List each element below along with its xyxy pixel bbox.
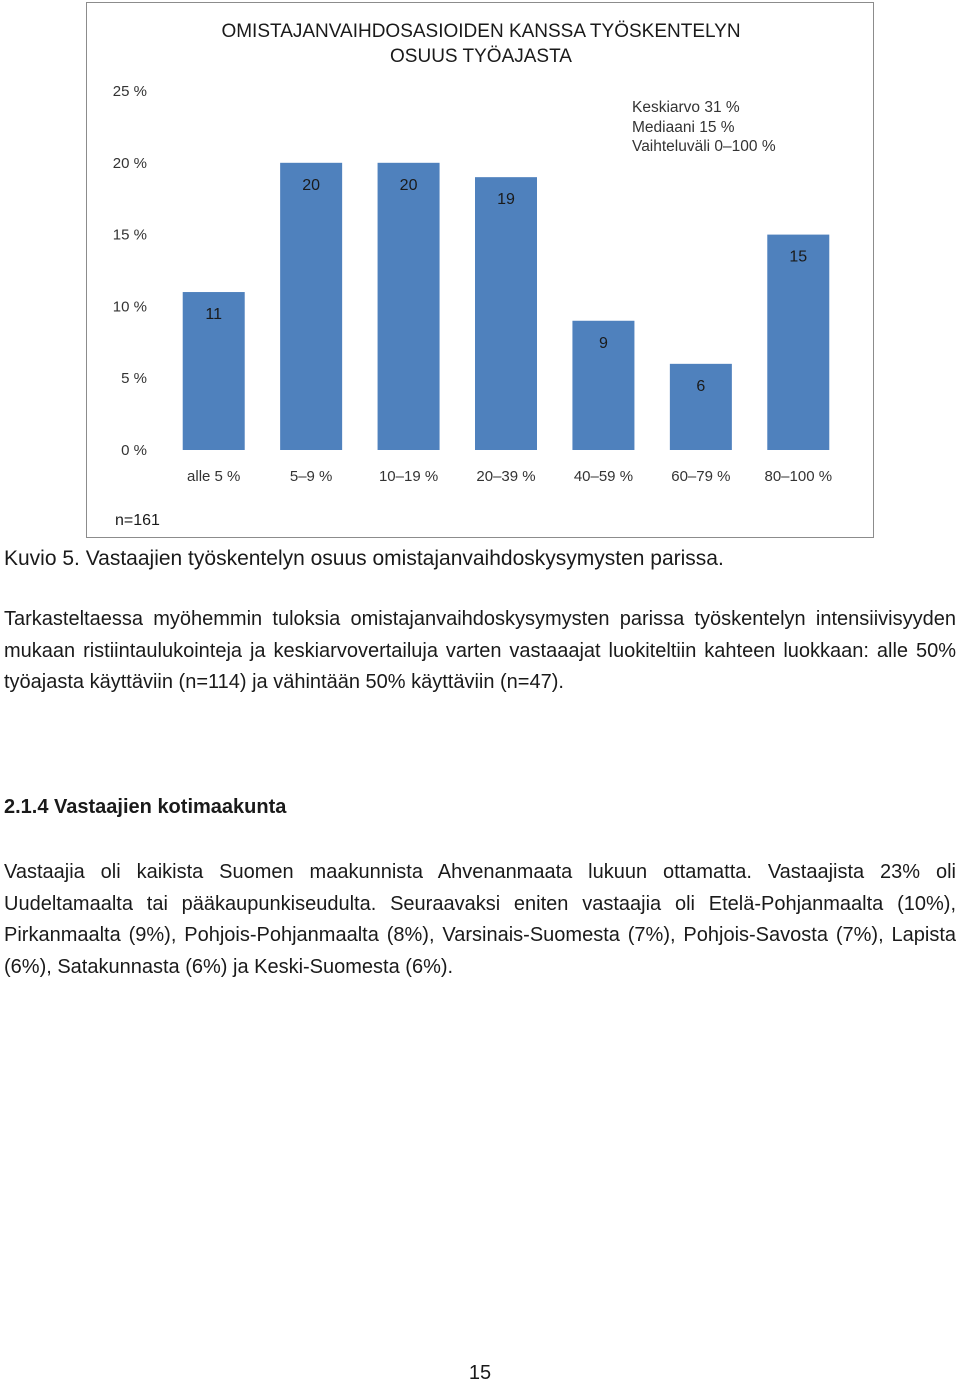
bar: [475, 177, 537, 450]
data-label: 15: [789, 248, 808, 266]
x-tick-label: 20–39 %: [476, 468, 536, 485]
y-tick-label: 25 %: [112, 83, 147, 100]
figure-caption: Kuvio 5. Vastaajien työskentelyn osuus omistajanvaihdoskysymysten parissa.: [4, 547, 724, 570]
data-label: 6: [696, 377, 706, 395]
y-tick-label: 15 %: [112, 226, 147, 244]
data-label: 20: [399, 176, 418, 194]
x-tick-label: 80–100 %: [764, 468, 833, 485]
data-label: 9: [598, 334, 608, 352]
x-tick-label: 40–59 %: [573, 468, 634, 485]
data-label: 20: [302, 176, 321, 194]
x-tick-label: 5–9 %: [289, 468, 333, 485]
page-number: 15: [468, 1362, 492, 1384]
y-tick-label: 20 %: [112, 154, 147, 172]
stat-mean: Keskiarvo 31 %: [632, 99, 740, 116]
y-tick-label: 5 %: [121, 370, 147, 388]
bar: [670, 364, 732, 450]
stat-range: Vaihteluväli 0–100 %: [632, 138, 776, 155]
section-heading: 2.1.4 Vastaajien kotimaakunta: [4, 796, 287, 818]
bar: [767, 235, 829, 450]
y-tick-label: 10 %: [112, 298, 147, 316]
chart-title: OMISTAJANVAIHDOSASIOIDEN KANSSA TYÖSKENTELYN OSUUS TYÖAJASTA: [221, 21, 741, 67]
data-label: 11: [205, 306, 223, 324]
chart-container: [86, 2, 874, 538]
x-tick-label: alle 5 %: [187, 468, 241, 485]
bar-chart: [87, 3, 873, 537]
data-label: 19: [497, 191, 515, 209]
stat-median: Mediaani 15 %: [632, 118, 735, 136]
bar: [378, 163, 440, 450]
sample-size-label: n=161: [115, 512, 160, 529]
body-paragraph-2: Vastaajia oli kaikista Suomen maakunnista Ahvenanmaata lukuun ottamatta. Vastaajista 23% oli Uudeltamaalta tai pääkaupunkiseudulta. Seuraavaksi eniten vastaajia oli Etelä-Pohjanmaalta (10%), Pirkanmaalta (9%), Pohjois-Pohjanmaalta (8%), Varsinais-Suomesta (7%), Pohjois-Savosta (7%), Lapista (6%), Satakunnasta (6%) ja Keski-Suomesta (6%).: [4, 861, 956, 978]
x-tick-label: 60–79 %: [671, 468, 731, 485]
bar: [280, 163, 342, 450]
y-tick-label: 0 %: [121, 442, 147, 459]
body-paragraph-1: Tarkasteltaessa myöhemmin tuloksia omistajanvaihdoskysymysten parissa työskentelyn intensiivisyyden mukaan ristiintaulukointeja ja keskiarvovertailuja varten vastaaajat luokiteltiin kahteen luokkaan: alle 50% työajasta käyttäviin (n=114) ja vähintään 50% käyttäviin (n=47).: [4, 608, 956, 693]
x-tick-label: 10–19 %: [378, 468, 439, 485]
